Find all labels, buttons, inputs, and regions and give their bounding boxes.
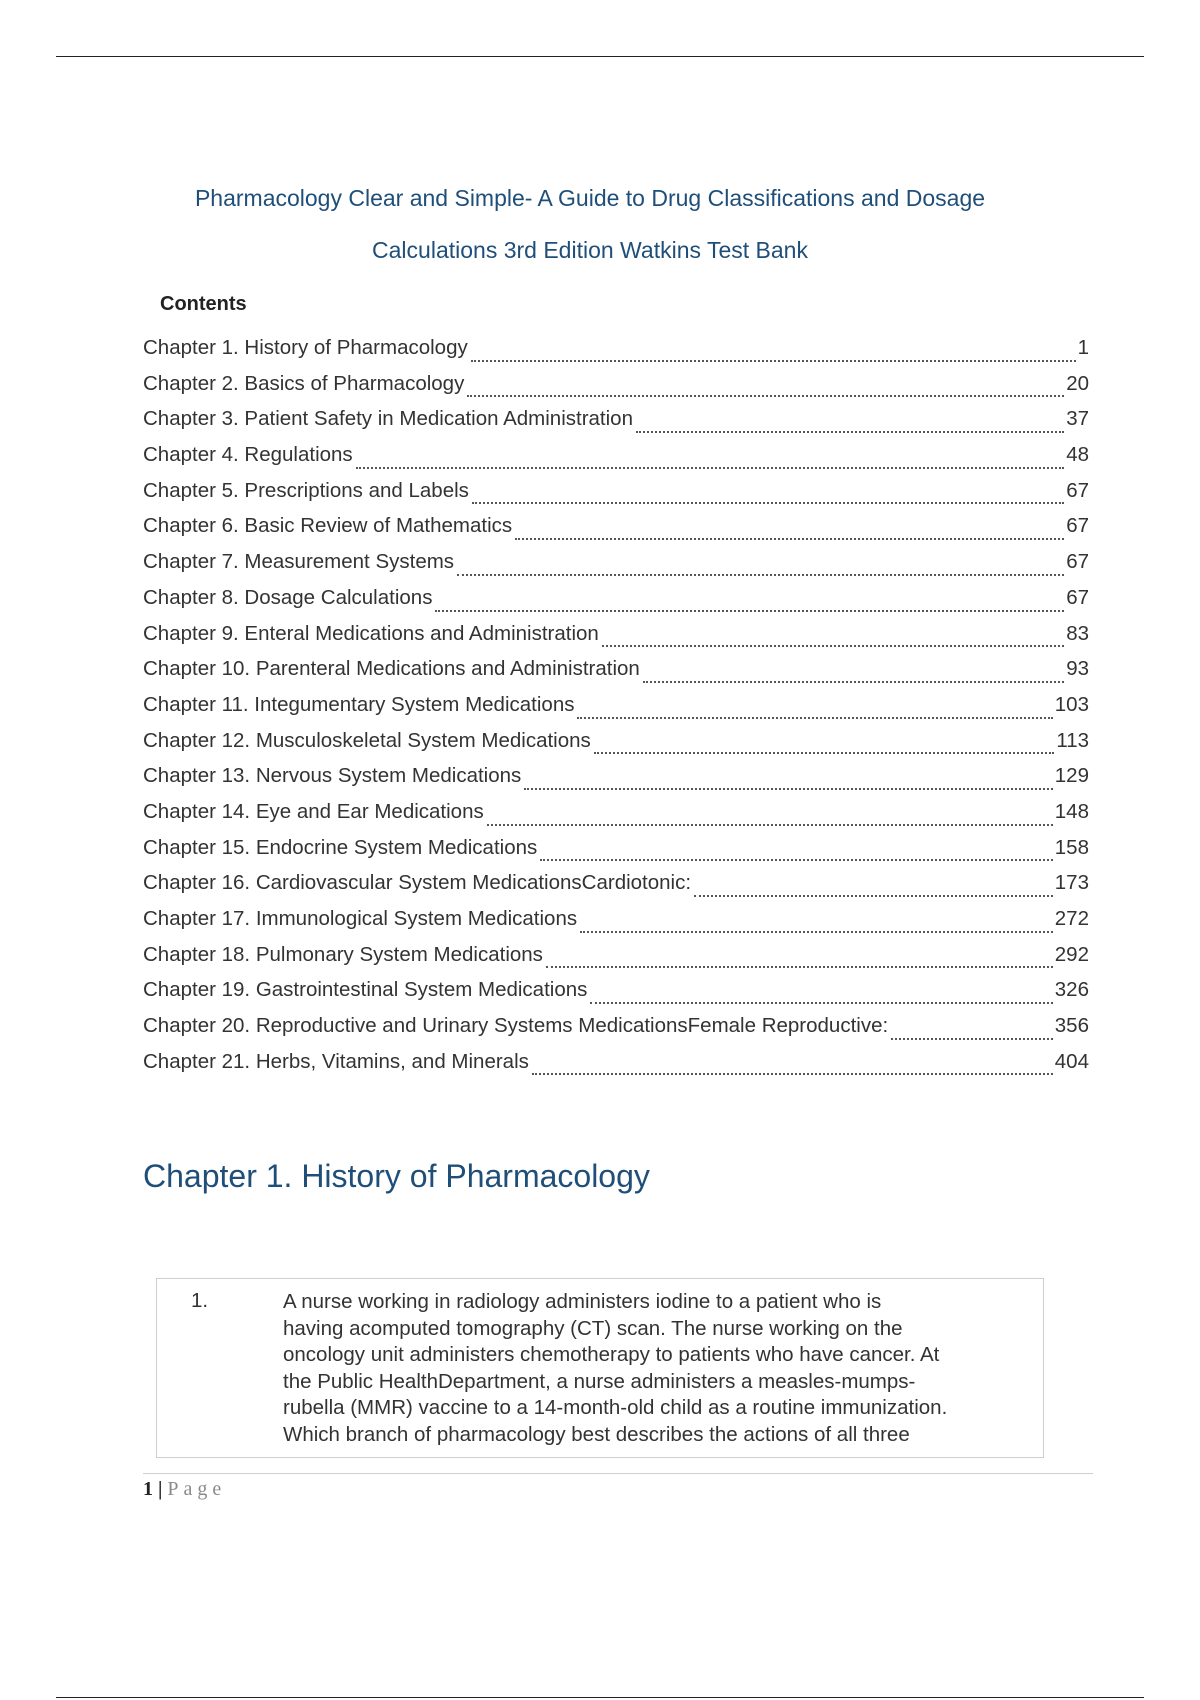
toc-dot-leader	[891, 1038, 1053, 1040]
toc-entry-page: 20	[1066, 371, 1089, 395]
toc-entry-label: Chapter 10. Parenteral Medications and Administration	[143, 657, 640, 681]
footer-page-word: Page	[167, 1478, 227, 1500]
toc-entry-page: 173	[1054, 871, 1089, 895]
toc-entry[interactable]	[143, 407, 1089, 443]
toc-entry[interactable]	[143, 336, 1089, 372]
toc-entry-page: 129	[1054, 764, 1089, 788]
toc-dot-leader	[467, 395, 1064, 397]
toc-entry[interactable]	[143, 622, 1089, 658]
toc-entry[interactable]	[143, 871, 1089, 907]
toc-entry-label: Chapter 8. Dosage Calculations	[143, 585, 433, 609]
toc-entry-label: Chapter 18. Pulmonary System Medications	[143, 942, 543, 966]
toc-entry[interactable]	[143, 836, 1089, 872]
toc-entry-page: 93	[1066, 657, 1089, 681]
toc-entry-page: 326	[1054, 978, 1089, 1002]
document-title-line-1: Pharmacology Clear and Simple- A Guide to Drug Classifications and Dosage	[194, 185, 986, 211]
toc-entry-page: 83	[1066, 621, 1089, 645]
question-text-line: the Public HealthDepartment, a nurse administers a measles-mumps-	[283, 1369, 916, 1393]
toc-entry-page: 158	[1054, 835, 1089, 859]
toc-entry-page: 404	[1054, 1049, 1089, 1073]
toc-entry[interactable]	[143, 1014, 1089, 1050]
toc-dot-leader	[472, 502, 1064, 504]
question-number: 1.	[191, 1289, 209, 1312]
toc-entry[interactable]	[143, 372, 1089, 408]
toc-entry[interactable]	[143, 800, 1089, 836]
toc-dot-leader	[524, 788, 1053, 790]
toc-dot-leader	[532, 1073, 1053, 1075]
toc-entry-page: 67	[1066, 478, 1089, 502]
toc-entry[interactable]	[143, 550, 1089, 586]
top-rule	[56, 56, 1144, 57]
toc-entry-label: Chapter 11. Integumentary System Medications	[143, 692, 575, 716]
toc-dot-leader	[694, 895, 1053, 897]
toc-entry-page: 356	[1054, 1014, 1089, 1038]
toc-dot-leader	[540, 859, 1053, 861]
contents-heading: Contents	[160, 293, 247, 315]
toc-dot-leader	[487, 824, 1053, 826]
toc-dot-leader	[602, 645, 1064, 647]
toc-entry-label: Chapter 9. Enteral Medications and Administration	[143, 621, 599, 645]
toc-entry-page: 272	[1054, 907, 1089, 930]
toc-entry[interactable]	[143, 657, 1089, 693]
toc-entry-label: Chapter 5. Prescriptions and Labels	[143, 478, 469, 502]
question-text-line: rubella (MMR) vaccine to a 14-month-old child as a routine immunization.	[283, 1396, 948, 1419]
toc-entry-label: Chapter 19. Gastrointestinal System Medications	[143, 978, 588, 1002]
question-text-line: Which branch of pharmacology best describes the actions of all three	[283, 1422, 910, 1446]
toc-dot-leader	[594, 752, 1055, 754]
toc-dot-leader	[590, 1002, 1052, 1004]
toc-entry-label: Chapter 6. Basic Review of Mathematics	[143, 514, 513, 538]
question-box	[156, 1278, 1044, 1458]
toc-entry-page: 1	[1077, 336, 1089, 359]
toc-dot-leader	[471, 360, 1076, 362]
toc-entry[interactable]	[143, 943, 1089, 979]
toc-entry[interactable]	[143, 764, 1089, 800]
toc-entry-label: Chapter 15. Endocrine System Medications	[143, 835, 538, 859]
toc-entry-label: Chapter 4. Regulations	[143, 443, 353, 467]
toc-entry[interactable]	[143, 729, 1089, 765]
toc-entry-page: 103	[1054, 692, 1089, 716]
toc-entry[interactable]	[143, 479, 1089, 515]
toc-entry-label: Chapter 17. Immunological System Medications	[143, 907, 578, 930]
toc-entry-label: Chapter 12. Musculoskeletal System Medications	[143, 728, 591, 752]
toc-entry-page: 67	[1066, 585, 1089, 609]
footer-rule	[143, 1473, 1093, 1474]
document-title-line-2: Calculations 3rd Edition Watkins Test Bank	[372, 237, 808, 263]
toc-dot-leader	[580, 931, 1053, 933]
toc-entry-label: Chapter 1. History of Pharmacology	[143, 336, 468, 359]
toc-entry-label: Chapter 3. Patient Safety in Medication Administration	[143, 407, 633, 431]
toc-entry-label: Chapter 14. Eye and Ear Medications	[143, 799, 484, 823]
question-text-line: oncology unit administers chemotherapy to patients who have cancer. At	[283, 1343, 940, 1366]
toc-dot-leader	[643, 681, 1064, 683]
toc-dot-leader	[435, 610, 1064, 612]
chapter-heading: Chapter 1. History of Pharmacology	[143, 1158, 650, 1194]
toc-entry-page: 37	[1066, 407, 1089, 431]
footer-page-number: 1	[143, 1478, 153, 1500]
toc-entry-label: Chapter 16. Cardiovascular System MedicationsCardiotonic:	[143, 871, 692, 895]
toc-entry[interactable]	[143, 907, 1089, 943]
toc-entry[interactable]	[143, 443, 1089, 479]
toc-dot-leader	[515, 538, 1064, 540]
toc-dot-leader	[577, 717, 1052, 719]
toc-dot-leader	[636, 431, 1064, 433]
bottom-rule	[56, 1697, 1144, 1698]
toc-dot-leader	[546, 966, 1053, 968]
toc-dot-leader	[457, 574, 1064, 576]
table-of-contents	[143, 336, 1089, 1085]
toc-entry-label: Chapter 20. Reproductive and Urinary Systems MedicationsFemale Reproductive:	[143, 1014, 889, 1038]
toc-entry[interactable]	[143, 586, 1089, 622]
toc-entry-page: 292	[1054, 942, 1089, 966]
page-footer	[143, 1478, 226, 1501]
toc-entry[interactable]	[143, 978, 1089, 1014]
toc-entry-label: Chapter 21. Herbs, Vitamins, and Minerals	[143, 1049, 529, 1073]
toc-entry[interactable]	[143, 1050, 1089, 1086]
toc-entry-page: 113	[1056, 728, 1089, 752]
toc-entry-label: Chapter 13. Nervous System Medications	[143, 764, 522, 788]
question-text	[283, 1289, 1023, 1448]
question-text-line: having acomputed tomography (CT) scan. The nurse working on the	[283, 1316, 903, 1340]
toc-entry-page: 148	[1054, 799, 1089, 823]
toc-entry-label: Chapter 2. Basics of Pharmacology	[143, 371, 465, 395]
toc-entry-page: 67	[1066, 514, 1089, 538]
toc-entry[interactable]	[143, 514, 1089, 550]
question-text-line: A nurse working in radiology administers iodine to a patient who is	[283, 1290, 882, 1313]
toc-entry[interactable]	[143, 693, 1089, 729]
toc-dot-leader	[356, 467, 1065, 469]
document-title	[140, 172, 1040, 276]
footer-separator: |	[158, 1478, 163, 1500]
toc-entry-label: Chapter 7. Measurement Systems	[143, 550, 455, 574]
toc-entry-page: 48	[1066, 443, 1089, 467]
toc-entry-page: 67	[1066, 550, 1089, 574]
